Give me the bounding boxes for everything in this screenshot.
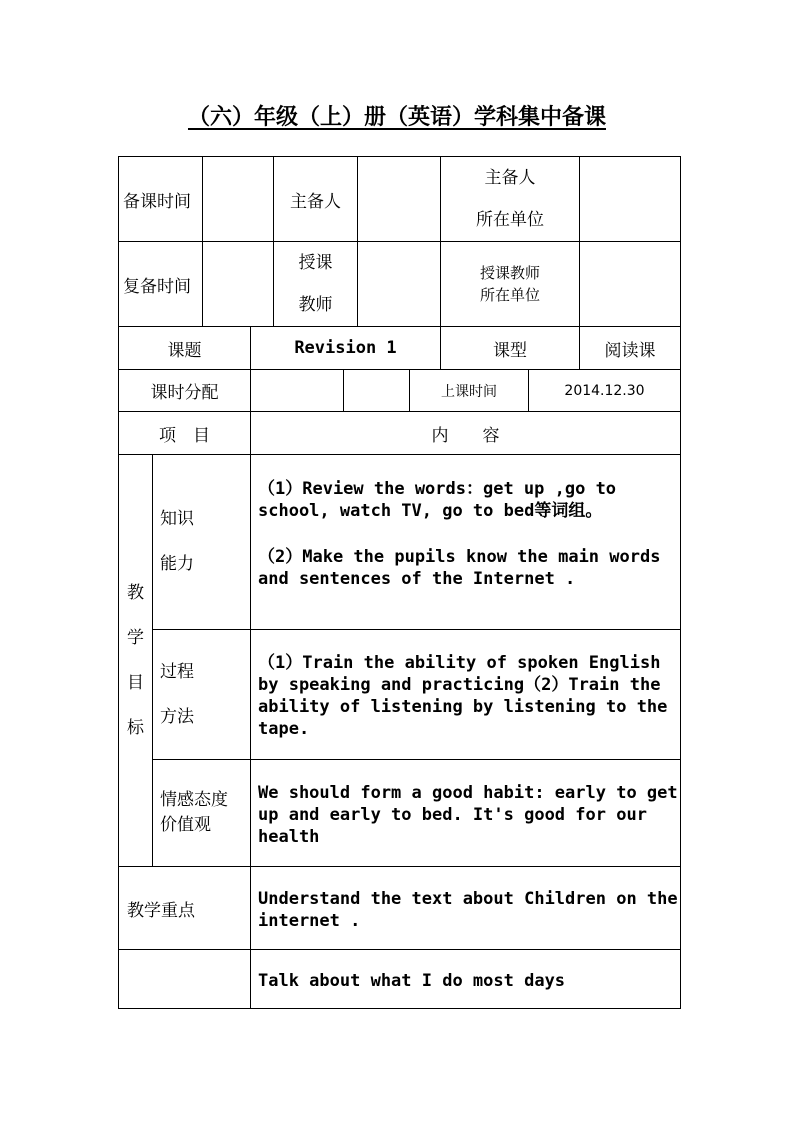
teacher-label-line1: 授课 — [298, 253, 333, 273]
lesson-type-label: 课型 — [493, 340, 527, 361]
lead-preparer-label: 主备人 — [290, 191, 341, 212]
review-time-label: 复备时间 — [123, 276, 191, 297]
process-content[interactable] — [258, 652, 680, 757]
process-text: （1）Train the ability of spoken English by speaking and practicing（2）Train the ability of listening by listening to the tape. — [258, 653, 668, 739]
hours-value-1[interactable] — [251, 370, 343, 411]
knowledge-content[interactable] — [258, 478, 678, 628]
last-row-text: Talk about what I do most days — [258, 971, 566, 991]
class-time-value[interactable]: 2014.12.30 — [564, 382, 645, 399]
teaching-objectives-label — [119, 455, 152, 866]
last-row-label — [119, 950, 250, 1008]
knowledge-label — [160, 455, 250, 629]
knowledge-label-line1: 知识 — [160, 509, 194, 529]
process-label-line1: 过程 — [160, 661, 194, 682]
teacher-unit-label-line1: 授课教师 — [479, 264, 540, 282]
topic-label: 课题 — [167, 340, 202, 361]
lead-preparer-value[interactable] — [358, 157, 440, 241]
lead-unit-value[interactable] — [580, 157, 680, 241]
item-header: 项 目 — [159, 425, 210, 446]
page-title: （六）年级（上）册（英语）学科集中备课 — [187, 104, 606, 130]
key-points-text: Understand the text about Children on the internet . — [258, 889, 678, 931]
teacher-unit-label — [441, 242, 579, 326]
objectives-char-4: 标 — [127, 717, 144, 738]
knowledge-label-line2: 能力 — [160, 554, 194, 574]
last-row-content[interactable] — [258, 970, 678, 1006]
knowledge-text-1: （1）Review the words：get up ,go to school, watch TV, go to bed等词组。 — [258, 479, 617, 521]
teacher-value[interactable] — [358, 242, 440, 326]
knowledge-text-2: （2）Make the pupils know the main words and sentences of the Internet . — [258, 547, 661, 589]
key-points-label: 教学重点 — [127, 900, 195, 921]
emotion-label — [160, 760, 250, 866]
lead-unit-label-line2: 所在单位 — [476, 210, 544, 230]
hours-value-2[interactable] — [344, 370, 409, 411]
emotion-text: We should form a good habit: early to get up and early to bed. It's good for our health — [258, 783, 678, 847]
objectives-char-1: 教 — [127, 582, 144, 603]
process-label — [160, 630, 250, 759]
emotion-label-line2: 价值观 — [160, 815, 211, 835]
review-time-value[interactable] — [203, 242, 273, 326]
topic-value[interactable]: Revision 1 — [294, 338, 397, 358]
emotion-content[interactable] — [258, 782, 678, 862]
objectives-char-2: 学 — [127, 627, 144, 648]
content-header: 内 容 — [431, 425, 500, 446]
teacher-label-line2: 教师 — [298, 295, 333, 315]
class-time-label: 上课时间 — [441, 383, 497, 400]
lead-unit-label — [441, 157, 579, 241]
emotion-label-line1: 情感态度 — [160, 790, 228, 810]
objectives-char-3: 目 — [127, 672, 144, 693]
hours-label: 课时分配 — [150, 383, 219, 403]
teacher-unit-value[interactable] — [580, 242, 680, 326]
process-label-line2: 方法 — [160, 706, 194, 727]
teacher-unit-label-line2: 所在单位 — [479, 286, 540, 304]
key-points-content[interactable] — [258, 888, 678, 948]
lesson-type-value[interactable]: 阅读课 — [604, 340, 656, 361]
prep-time-value[interactable] — [203, 157, 273, 241]
lead-unit-label-line1: 主备人 — [484, 168, 536, 188]
prep-time-label: 备课时间 — [123, 191, 191, 212]
teacher-label — [274, 242, 357, 326]
